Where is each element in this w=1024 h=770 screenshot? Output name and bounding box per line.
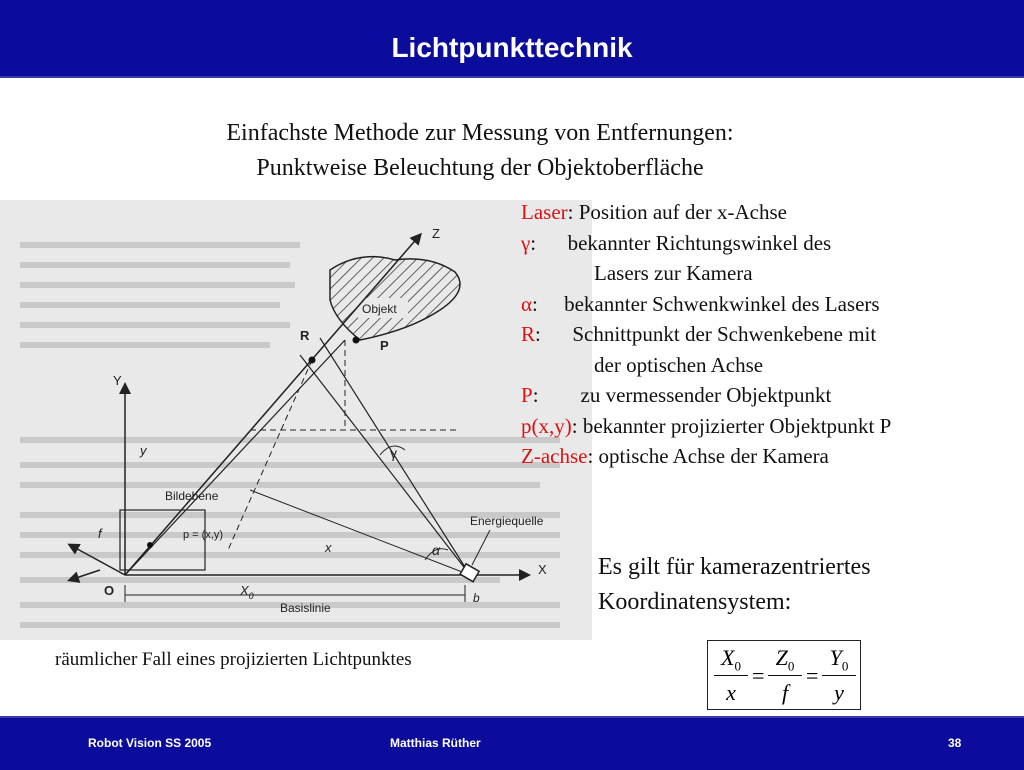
- slide-title: Lichtpunkttechnik: [391, 32, 633, 63]
- footer-course: Robot Vision SS 2005: [88, 736, 212, 750]
- label-basislinie: Basislinie: [280, 601, 331, 615]
- legend-desc: der optischen Achse: [594, 352, 764, 377]
- legend-row: [521, 319, 1021, 350]
- formula-term-x: $X_0$ x: [712, 645, 750, 706]
- label-p-point: p = (x,y): [183, 529, 224, 541]
- figure-caption: räumlicher Fall eines projizierten Lichtpunktes: [55, 649, 412, 670]
- legend-desc: Lasers zur Kamera: [594, 261, 753, 285]
- legend-desc: : Position auf der x-Achse: [567, 200, 787, 224]
- label-objekt: Objekt: [362, 302, 397, 316]
- legend-desc: : bekannter Schwenkwinkel des Lasers: [532, 291, 880, 316]
- legend-row: [521, 411, 1021, 442]
- formula-equals: =: [752, 663, 765, 688]
- legend-key: γ: [521, 230, 531, 255]
- intro-text: [120, 116, 840, 186]
- label-z-axis: Z: [432, 226, 440, 241]
- page-number: 38: [948, 736, 962, 750]
- legend-desc: : bekannter projizierter Objektpunkt P: [571, 413, 892, 438]
- scan-background-lines: [20, 245, 560, 625]
- formula-term-z: $Z_0$ f: [766, 645, 804, 706]
- light-spot-diagram: [0, 200, 592, 640]
- title-divider: [0, 76, 1024, 78]
- label-bildebene: Bildebene: [165, 489, 219, 503]
- legend-key: R: [521, 322, 536, 346]
- formula-term-y: $Y_0$ y: [820, 645, 858, 706]
- label-b: b: [473, 591, 480, 605]
- label-p: P: [380, 338, 389, 353]
- legend-key: P: [521, 383, 533, 407]
- legend-row: [521, 441, 1021, 472]
- legend-row: [521, 228, 1021, 259]
- label-gamma: γ: [390, 445, 397, 461]
- ray-camera-to-p: [125, 340, 345, 575]
- point-p: [353, 337, 360, 344]
- intro-line-1: Einfachste Methode zur Messung von Entfernungen:: [226, 120, 734, 146]
- label-x-small: x: [325, 540, 332, 555]
- label-origin: O: [104, 583, 115, 598]
- scanned-figure: [0, 200, 592, 640]
- legend-row: [521, 197, 1021, 228]
- definitions-list: [521, 197, 1021, 472]
- intro-line-2: Punktweise Beleuchtung der Objektoberfläche: [256, 155, 704, 181]
- label-x-axis: X: [538, 562, 547, 577]
- legend-key: α: [521, 291, 533, 316]
- legend-key: p(x,y): [521, 413, 572, 438]
- legend-key: Z-achse: [521, 444, 588, 468]
- legend-desc: : zu vermessender Objektpunkt: [532, 383, 832, 407]
- coordinate-note: [598, 550, 871, 620]
- point-r: [309, 357, 316, 364]
- label-r: R: [300, 328, 310, 343]
- label-y-small: y: [140, 443, 147, 458]
- projection-formula: [707, 640, 861, 710]
- label-energiequelle: Energiequelle: [470, 514, 544, 528]
- coordinate-note-line-1: Es gilt für kamerazentriertes: [598, 554, 871, 580]
- footer-bar: [0, 716, 1024, 770]
- legend-desc: : bekannter Richtungswinkel des: [530, 230, 832, 255]
- title-bar: [0, 0, 1024, 76]
- label-y-axis: Y: [113, 373, 122, 388]
- legend-row: [521, 258, 1021, 289]
- legend-desc: : Schnittpunkt der Schwenkebene mit: [535, 322, 877, 346]
- formula-equals: =: [806, 663, 819, 688]
- legend-row: [521, 350, 1021, 381]
- coordinate-note-line-2: Koordinatensystem:: [598, 589, 792, 615]
- legend-key: Laser: [521, 200, 568, 224]
- label-alpha: α: [432, 542, 440, 558]
- legend-desc: : optische Achse der Kamera: [587, 444, 829, 468]
- legend-row: [521, 289, 1021, 320]
- footer-author: Matthias Rüther: [390, 736, 481, 750]
- label-x0: $X_0$: [240, 583, 254, 601]
- label-f: f: [98, 526, 102, 541]
- legend-row: [521, 380, 1021, 411]
